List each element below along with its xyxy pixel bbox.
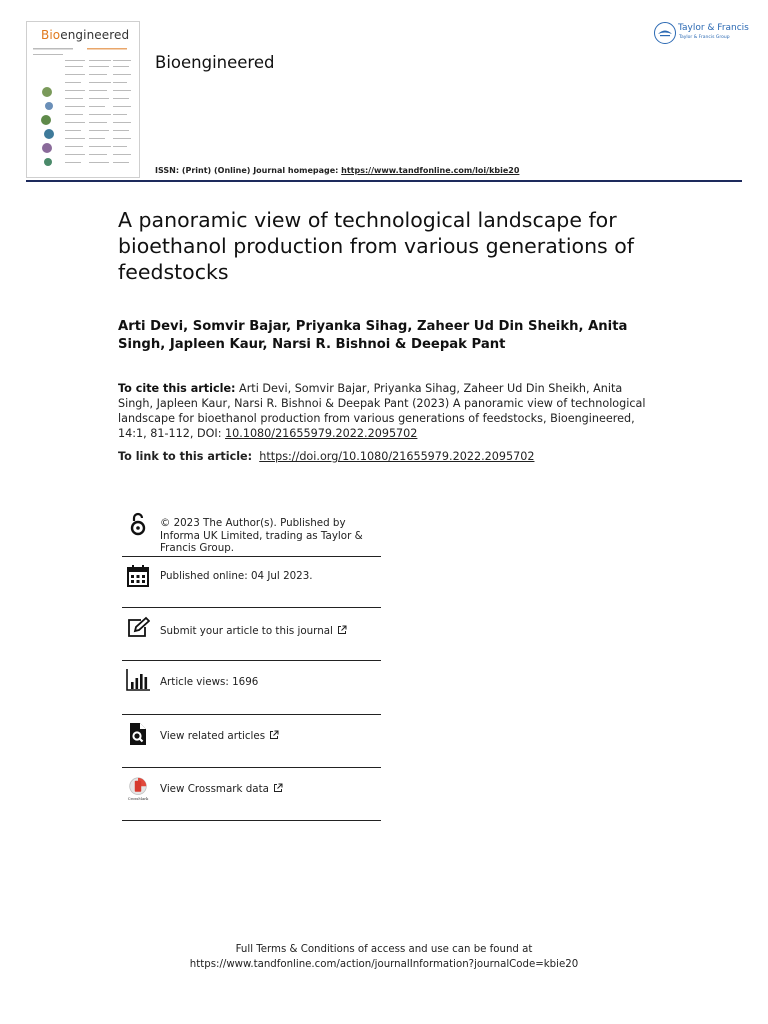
published-date: Published online: 04 Jul 2023.: [160, 570, 313, 582]
submit-article-link[interactable]: [160, 625, 382, 638]
publisher-logo: [654, 22, 749, 48]
article-link-line: [118, 450, 534, 463]
external-link-icon: [273, 783, 283, 793]
publisher-emblem-icon: [654, 22, 676, 44]
external-link-icon: [337, 625, 347, 635]
crossmark-badge-text: CrossMark: [127, 797, 149, 801]
divider: [122, 660, 381, 661]
crossmark-icon: [126, 777, 150, 801]
divider: [122, 556, 381, 557]
journal-cover-thumbnail: [26, 21, 140, 178]
cover-contents-graphic: [31, 46, 135, 172]
calendar-icon: [126, 564, 150, 588]
link-label: To link to this article:: [118, 450, 253, 463]
related-articles-icon: [126, 722, 150, 746]
article-title: A panoramic view of technological landscape for bioethanol production from various generations of feedstocks: [118, 208, 635, 284]
published-row: [122, 562, 381, 602]
crossmark-row[interactable]: [122, 773, 381, 817]
related-articles-link[interactable]: [160, 730, 382, 743]
related-row[interactable]: [122, 720, 381, 760]
edit-icon: [126, 616, 150, 640]
crossmark-text: View Crossmark data: [160, 783, 269, 795]
cover-logo: Bioengineered: [41, 28, 130, 42]
publisher-group: Taylor & Francis Group: [679, 35, 730, 40]
open-access-icon: [126, 512, 150, 536]
publisher-name: Taylor & Francis: [678, 23, 749, 33]
journal-name: Bioengineered: [155, 53, 275, 72]
related-articles-text: View related articles: [160, 730, 266, 742]
terms-line: Full Terms & Conditions of access and use can be found at: [235, 944, 533, 955]
cite-text: Arti Devi, Somvir Bajar, Priyanka Sihag, Zaheer Ud Din Sheikh, Anita Singh, Japleen Kaur, Narsi R. Bishnoi & Deepak Pant (2023) A panoramic view of technological landscape for bioethanol production from various generations of feedstocks, Bioengineered, 14:1, 81-112, DOI:: [118, 382, 646, 440]
doi-link[interactable]: 10.1080/21655979.2022.2095702: [225, 427, 418, 440]
crossmark-link[interactable]: [160, 783, 382, 796]
divider: [122, 820, 381, 821]
cite-label: To cite this article:: [118, 382, 236, 395]
article-views: Article views: 1696: [160, 676, 259, 688]
citation-block: [118, 381, 648, 441]
issn-line: [155, 166, 519, 175]
divider: [122, 607, 381, 608]
issn-text: ISSN: (Print) (Online) Journal homepage:: [155, 166, 342, 175]
journal-homepage-link[interactable]: https://www.tandfonline.com/loi/kbie20: [341, 166, 520, 175]
terms-footer: [0, 942, 768, 972]
submit-article-text: Submit your article to this journal: [160, 625, 333, 637]
submit-row[interactable]: [122, 614, 381, 654]
article-authors: Arti Devi, Somvir Bajar, Priyanka Sihag, Zaheer Ud Din Sheikh, Anita Singh, Japleen Kaur, Narsi R. Bishnoi & Deepak Pant: [118, 319, 628, 352]
terms-url[interactable]: https://www.tandfonline.com/action/journalInformation?journalCode=kbie20: [189, 959, 579, 970]
license-row: [122, 512, 381, 556]
external-link-icon: [269, 730, 279, 740]
cover-logo-o: o: [52, 28, 61, 42]
views-row: [122, 666, 381, 706]
divider: [122, 767, 381, 768]
divider: [122, 714, 381, 715]
bar-chart-icon: [126, 668, 150, 692]
license-text: © 2023 The Author(s). Published by Informa UK Limited, trading as Taylor & Francis Group.: [160, 517, 363, 554]
article-doi-url[interactable]: https://doi.org/10.1080/21655979.2022.2095702: [259, 450, 535, 463]
header-rule: [26, 180, 742, 182]
